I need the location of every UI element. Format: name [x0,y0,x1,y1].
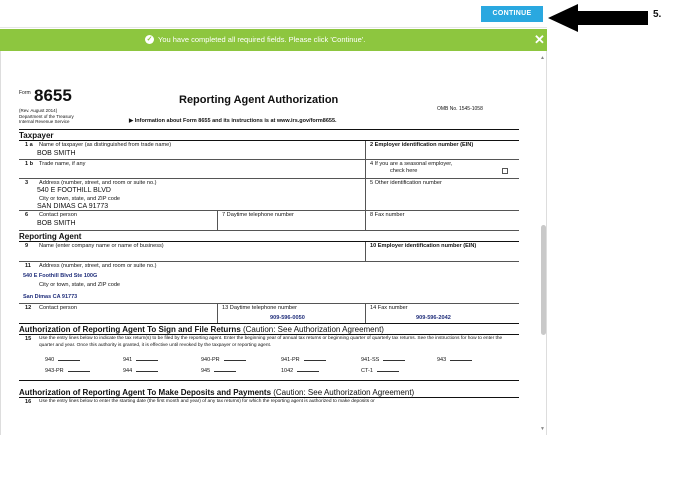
line-10-label: 10 Employer identification number (EIN) [370,243,477,249]
line-7-label: 7 Daytime telephone number [222,212,294,218]
deposits-heading [19,387,519,398]
taxpayer-name-value[interactable]: BOB SMITH [37,150,76,157]
row-3 [19,179,519,211]
form-8655 [19,88,519,408]
row-6 [19,211,519,231]
line-6-label: Contact person [39,212,77,218]
form-irs: Internal Revenue Service [19,119,70,124]
form-revision: (Rev. August 2014) [19,108,58,113]
line-1b-label: Trade name, if any [39,161,86,167]
line-1a-num: 1 a [25,142,33,148]
line-12-label: Contact person [39,305,77,311]
taxpayer-city-value[interactable]: SAN DIMAS CA 91773 [37,203,109,210]
row-1b [19,160,519,179]
line-15-num: 15 [25,336,32,342]
line-8-label: 8 Fax number [370,212,405,218]
row-1a [19,141,519,160]
row-9 [19,242,519,262]
sign-file-heading [19,324,519,335]
taxpayer-address-value[interactable]: 540 E FOOTHILL BLVD [37,187,111,194]
pointer-arrow-icon [548,4,652,32]
form-info: ▶ Information about Form 8655 and its instructions is at www.irs.gov/form8655. [129,118,337,124]
taxpayer-city-label: City or town, state, and ZIP code [39,196,121,202]
line-5-label: 5 Other identification number [370,180,442,186]
vertical-scrollbar[interactable] [540,55,547,435]
agent-city-value[interactable]: San Dimas CA 91773 [23,294,78,300]
line-13-label: 13 Daytime telephone number [222,305,297,311]
continue-button[interactable]: CONTINUE [481,6,543,22]
form-department: Department of the Treasury [19,113,74,119]
sign-file-title: Authorization of Reporting Agent To Sign and File Returns [19,325,241,334]
scroll-up-icon[interactable]: ▲ [540,55,545,61]
entry-941[interactable]: 941 [123,357,158,363]
scroll-thumb[interactable] [541,225,546,335]
line-2-label: 2 Employer identification number (EIN) [370,142,474,148]
line-4-sub: check here [390,168,418,174]
line-3-num: 3 [25,180,29,186]
contact-person-value[interactable]: BOB SMITH [37,220,76,227]
line-9-label: Name (enter company name or name of business) [39,243,164,249]
line-1b-num: 1 b [25,161,34,167]
reporting-agent-heading: Reporting Agent [19,231,519,242]
entry-943[interactable]: 943 [437,357,472,363]
entry-940[interactable]: 940 [45,357,80,363]
row-11 [19,262,519,304]
entry-945[interactable]: 945 [201,368,236,374]
line-1a-label: Name of taxpayer (as distinguished from trade name) [39,142,172,148]
form-number: 8655 [34,86,72,105]
agent-city-label: City or town, state, and ZIP code [39,282,121,288]
agent-address-value[interactable]: 540 E Foothill Blvd Ste 100G [23,273,98,279]
row-12 [19,304,519,324]
scroll-down-icon[interactable]: ▼ [540,426,545,432]
entry-941pr[interactable]: 941-PR [281,357,326,363]
line-11-num: 11 [25,263,31,269]
agent-fax-value[interactable]: 909-596-2042 [416,315,451,321]
line-3-label: Address (number, street, and room or suite no.) [39,180,157,186]
line-14-label: 14 Fax number [370,305,408,311]
entry-ct1[interactable]: CT-1 [361,368,399,374]
line-9-num: 9 [25,243,29,249]
top-toolbar [0,0,547,28]
deposits-title: Authorization of Reporting Agent To Make Deposits and Payments [19,388,272,397]
line-16-text: Use the entry lines below to enter the starting date (the first month and year) of any tax returns) for which the reporting agent is authorized to make deposits or [39,399,375,404]
line-16-num: 16 [25,399,32,405]
taxpayer-heading: Taxpayer [19,130,519,141]
entry-943pr[interactable]: 943-PR [45,368,90,374]
entry-941ss[interactable]: 941-SS [361,357,405,363]
close-icon[interactable]: ✕ [534,32,545,47]
completion-banner [0,29,547,51]
step-label: 5. [653,9,662,20]
line-15-text: Use the entry lines below to indicate the tax return(s) to be filed by the reporting agent. Enter the beginning year of annual tax returns or beginning quarter of quarterly tax returns. See the instructions for how to enter the quarter and year. Once this authority is granted, it is effective until revoked by the taxpayer or reporting agent. [39,336,503,348]
entry-944[interactable]: 944 [123,368,158,374]
seasonal-checkbox[interactable] [502,168,508,174]
sign-file-caution: (Caution: See Authorization Agreement) [240,325,384,334]
agent-phone-value[interactable]: 909-596-0050 [270,315,305,321]
line-4-label: 4 If you are a seasonal employer, [370,161,453,167]
omb-number: OMB No. 1545-1058 [437,106,483,112]
deposits-caution: (Caution: See Authorization Agreement) [271,388,415,397]
form-word: Form [19,90,31,96]
entry-940pr[interactable]: 940-PR [201,357,246,363]
form-header [19,88,519,130]
line-6-num: 6 [25,212,29,218]
line-11-label: Address (number, street, and room or suite no.) [39,263,157,269]
check-icon: ✓ [146,36,153,43]
row-15 [19,335,519,381]
entry-1042[interactable]: 1042 [281,368,319,374]
form-title: Reporting Agent Authorization [179,94,339,106]
line-12-num: 12 [25,305,32,311]
row-16 [19,398,519,408]
banner-message: You have completed all required fields. Please click 'Continue'. [158,35,366,44]
